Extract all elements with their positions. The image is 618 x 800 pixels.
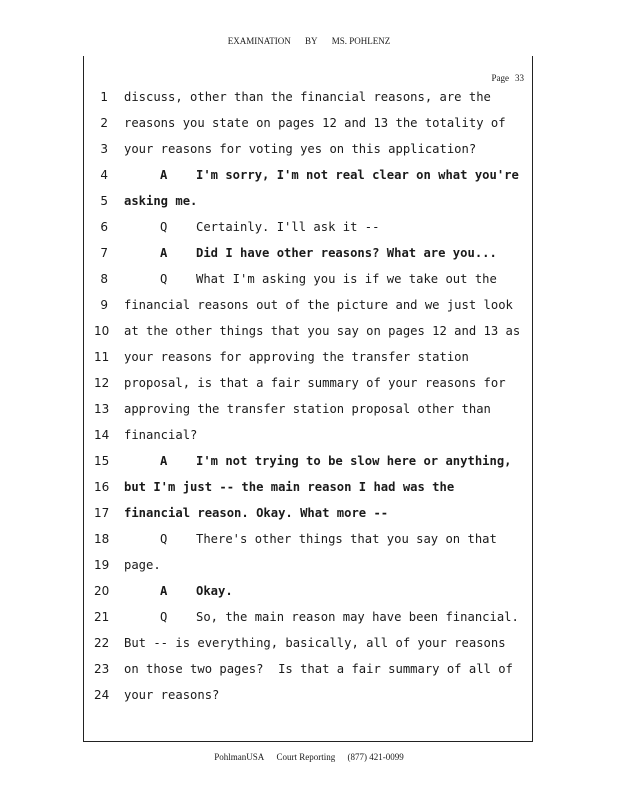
line-text: financial reasons out of the picture and we just look [124,298,513,312]
line-text: Okay. [196,584,233,598]
transcript-line [0,552,618,578]
line-text-wrap [124,188,534,214]
header-label: EXAMINATION [227,36,291,46]
page-label: Page [491,73,509,83]
line-text: but I'm just -- the main reason I had was the [124,480,455,494]
line-number: 24 [94,688,110,702]
line-text-wrap [160,162,570,188]
line-number: 9 [100,298,108,312]
transcript-line [0,682,618,708]
line-text: proposal, is that a fair summary of your reasons for [124,376,506,390]
line-text-wrap [160,214,570,240]
header-examiner: MS. POHLENZ [331,36,391,46]
transcript-line [0,526,618,552]
line-text-wrap [124,110,534,136]
page-footer [0,752,618,762]
header-by: BY [304,36,318,46]
line-text-wrap [124,370,534,396]
transcript-line [0,422,618,448]
line-number: 2 [100,116,108,130]
line-number: 5 [100,194,108,208]
line-number: 7 [100,246,108,260]
line-number: 16 [94,480,110,494]
line-number: 18 [94,532,110,546]
transcript-line [0,578,618,604]
line-number: 8 [100,272,108,286]
line-text-wrap [124,84,534,110]
line-number: 12 [94,376,110,390]
line-text-wrap [124,136,534,162]
speaker-label: Q [160,272,168,286]
line-number: 1 [100,90,108,104]
line-number: 21 [94,610,110,624]
line-number: 3 [100,142,108,156]
line-text: financial reason. Okay. What more -- [124,506,389,520]
line-text: reasons you state on pages 12 and 13 the totality of [124,116,506,130]
line-text: I'm not trying to be slow here or anything, [196,454,512,468]
transcript-line [0,604,618,630]
line-text: What I'm asking you is if we take out the [196,272,497,286]
line-text-wrap [160,266,570,292]
line-text-wrap [160,604,570,630]
line-text-wrap [124,396,534,422]
transcript-lines [0,84,618,708]
line-number: 13 [94,402,110,416]
line-text: your reasons? [124,688,220,702]
line-text-wrap [124,422,534,448]
line-text-wrap [124,630,534,656]
transcript-line [0,630,618,656]
speaker-label: A [160,454,168,468]
speaker-label: Q [160,532,168,546]
line-text-wrap [160,240,570,266]
line-text-wrap [124,552,534,578]
line-text: on those two pages? Is that a fair summary of all of [124,662,513,676]
line-text-wrap [124,682,534,708]
line-number: 22 [94,636,110,650]
page-number [486,73,525,83]
speaker-label: Q [160,610,168,624]
line-text: Certainly. I'll ask it -- [196,220,380,234]
line-text: So, the main reason may have been financial. [196,610,519,624]
line-text-wrap [124,656,534,682]
line-number: 15 [94,454,110,468]
transcript-line [0,292,618,318]
speaker-label: A [160,584,168,598]
line-text-wrap [160,526,570,552]
transcript-line [0,500,618,526]
line-number: 11 [94,350,110,364]
line-text: asking me. [124,194,198,208]
transcript-line [0,214,618,240]
transcript-line [0,370,618,396]
transcript-line [0,84,618,110]
line-number: 23 [94,662,110,676]
page-number-value: 33 [515,73,524,83]
transcript-line [0,474,618,500]
line-text-wrap [124,292,534,318]
footer-phone: (877) 421-0099 [347,752,404,762]
line-text-wrap [124,318,534,344]
line-text: There's other things that you say on that [196,532,497,546]
line-text: But -- is everything, basically, all of your reasons [124,636,506,650]
line-text: approving the transfer station proposal other than [124,402,491,416]
line-text: Did I have other reasons? What are you... [196,246,497,260]
transcript-line [0,656,618,682]
line-text: financial? [124,428,198,442]
transcript-line [0,136,618,162]
line-text-wrap [124,474,534,500]
line-text: page. [124,558,161,572]
speaker-label: Q [160,220,168,234]
transcript-line [0,188,618,214]
line-number: 10 [94,324,110,338]
transcript-line [0,318,618,344]
transcript-line [0,266,618,292]
line-number: 17 [94,506,110,520]
transcript-line [0,110,618,136]
footer-company: PohlmanUSA [214,752,265,762]
transcript-line [0,396,618,422]
line-text-wrap [124,500,534,526]
line-number: 20 [94,584,110,598]
line-text: I'm sorry, I'm not real clear on what you're [196,168,519,182]
line-number: 14 [94,428,110,442]
line-text-wrap [160,578,570,604]
line-text: your reasons for approving the transfer station [124,350,469,364]
speaker-label: A [160,246,168,260]
transcript-line [0,240,618,266]
line-number: 6 [100,220,108,234]
line-text-wrap [124,344,534,370]
line-number: 19 [94,558,110,572]
line-text: your reasons for voting yes on this application? [124,142,477,156]
transcript-line [0,448,618,474]
transcript-line [0,162,618,188]
line-text: at the other things that you say on pages 12 and 13 as [124,324,521,338]
line-text: discuss, other than the financial reasons, are the [124,90,491,104]
transcript-line [0,344,618,370]
line-text-wrap [160,448,570,474]
page-header [0,36,618,46]
speaker-label: A [160,168,168,182]
line-number: 4 [100,168,108,182]
footer-service: Court Reporting [276,752,336,762]
